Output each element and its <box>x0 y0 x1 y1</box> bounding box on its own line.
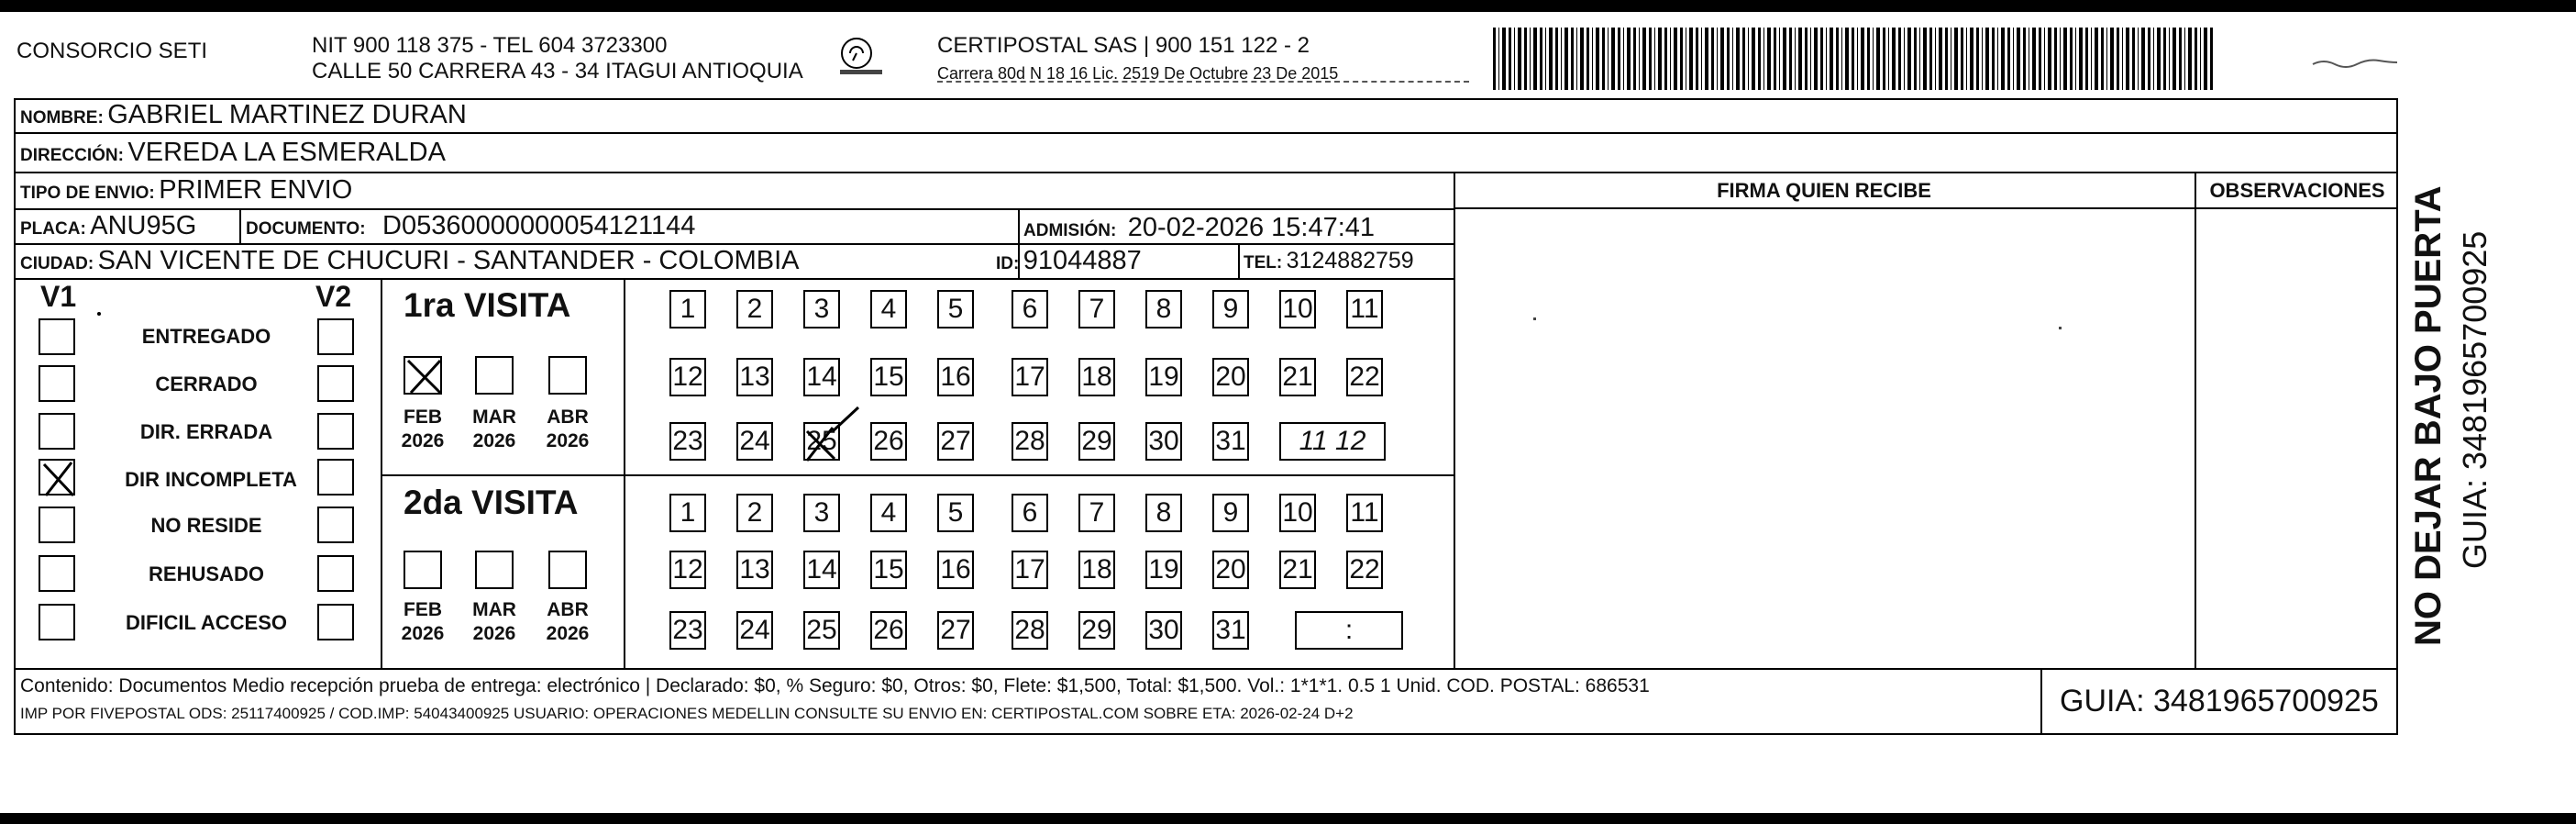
v2-entregado-checkbox[interactable] <box>317 318 354 355</box>
dot-mark <box>97 312 101 316</box>
visit1-day[interactable]: 20 <box>1212 358 1249 396</box>
firma-column-divider <box>1454 172 1455 668</box>
visit1-day[interactable]: 9 <box>1212 290 1249 328</box>
id-value: 91044887 <box>1023 246 1142 275</box>
visit2-day[interactable]: 15 <box>870 551 907 589</box>
visit2-day[interactable]: 18 <box>1078 551 1115 589</box>
visit1-day[interactable]: 2 <box>736 290 773 328</box>
carrier-license: Carrera 80d N 18 16 Lic. 2519 De Octubre 23 De 2015 <box>937 64 1339 83</box>
footer-impresion-line: IMP POR FIVEPOSTAL ODS: 25117400925 / COD.IMP: 54043400925 USUARIO: OPERACIONES MEDELLIN CONSULTE SU ENVIO EN: CERTIPOSTAL.COM SOBRE ETA: 2026-02-24 D+2 <box>20 705 1354 722</box>
status-entregado-label: ENTREGADO <box>141 325 271 348</box>
visit1-abr-checkbox[interactable] <box>548 356 587 395</box>
top-border-bar <box>0 0 2576 12</box>
observaciones-header: OBSERVACIONES <box>2209 179 2385 202</box>
visit2-day[interactable]: 7 <box>1078 494 1115 532</box>
documento-value: D05360000000054121144 <box>382 211 696 240</box>
visit1-day[interactable]: 4 <box>870 290 907 328</box>
v2-no-reside-checkbox[interactable] <box>317 507 354 543</box>
company-nit-line: NIT 900 118 375 - TEL 604 3723300 <box>312 33 668 58</box>
visit1-day[interactable]: 31 <box>1212 422 1249 461</box>
visit1-day[interactable]: 26 <box>870 422 907 461</box>
company-name: CONSORCIO SETI <box>17 39 208 63</box>
visit1-day[interactable]: 14 <box>803 358 840 396</box>
status-no-reside-label: NO RESIDE <box>150 514 262 537</box>
visit2-day[interactable]: 8 <box>1145 494 1182 532</box>
visit2-feb-checkbox[interactable] <box>404 551 442 589</box>
footer-guia-divider <box>2040 668 2042 735</box>
visit1-day[interactable]: 21 <box>1279 358 1316 396</box>
visit2-day[interactable]: 20 <box>1212 551 1249 589</box>
status-dir-errada-label: DIR. ERRADA <box>139 420 273 443</box>
visit2-day[interactable]: 19 <box>1145 551 1182 589</box>
visit-separator <box>381 474 1454 476</box>
v2-dir-errada-checkbox[interactable] <box>317 413 354 450</box>
visit2-day[interactable]: 26 <box>870 611 907 650</box>
status-visit-divider <box>381 278 382 668</box>
visit2-day[interactable]: 29 <box>1078 611 1115 650</box>
handwritten-x-mark <box>802 400 875 466</box>
visit1-day[interactable]: 30 <box>1145 422 1182 461</box>
v2-dir-incompleta-checkbox[interactable] <box>317 459 354 496</box>
status-rehusado-label: REHUSADO <box>149 562 264 585</box>
cell-divider <box>239 208 241 243</box>
tipo-envio-row <box>20 174 352 210</box>
visit2-day[interactable]: 10 <box>1279 494 1316 532</box>
visit1-day[interactable]: 5 <box>937 290 974 328</box>
visit1-day[interactable]: 22 <box>1346 358 1383 396</box>
visit1-day[interactable]: 16 <box>937 358 974 396</box>
visit2-day[interactable]: 9 <box>1212 494 1249 532</box>
dot-mark <box>2059 327 2062 329</box>
v1-no-reside-checkbox[interactable] <box>39 507 75 543</box>
status-cerrado-label: CERRADO <box>155 373 258 395</box>
visit2-day[interactable]: 30 <box>1145 611 1182 650</box>
placa-label: PLACA: <box>20 219 86 239</box>
visit2-day[interactable]: 28 <box>1012 611 1048 650</box>
v1-dir-errada-checkbox[interactable] <box>39 413 75 450</box>
visit2-day[interactable]: 3 <box>803 494 840 532</box>
v1-dir-incompleta-checkbox[interactable] <box>39 459 75 496</box>
visit2-day[interactable]: 23 <box>669 611 706 650</box>
admision-label: ADMISIÓN: <box>1023 221 1117 240</box>
ciudad-value: SAN VICENTE DE CHUCURI - SANTANDER - COLOMBIA <box>97 246 800 275</box>
visit1-day[interactable]: 27 <box>937 422 974 461</box>
columns-header-underline <box>1454 207 2398 209</box>
visit2-abr-checkbox[interactable] <box>548 551 587 589</box>
id-label: ID: <box>996 254 1020 273</box>
visit1-abr-label: ABR 2026 <box>546 406 590 451</box>
side-guia-text: GUIA: 3481965700925 <box>2456 230 2493 569</box>
visit2-mar-checkbox[interactable] <box>475 551 514 589</box>
carrier-logo <box>835 35 890 79</box>
carrier-name: CERTIPOSTAL SAS | 900 151 122 - 2 <box>937 33 1310 58</box>
tel-value: 3124882759 <box>1286 248 1414 273</box>
firma-header: FIRMA QUIEN RECIBE <box>1717 179 1931 202</box>
cell-divider <box>1238 243 1240 278</box>
direccion-label: DIRECCIÓN: <box>20 146 124 165</box>
visit2-day[interactable]: 21 <box>1279 551 1316 589</box>
visit2-day[interactable]: 22 <box>1346 551 1383 589</box>
placa-cell <box>20 210 196 246</box>
visit2-day[interactable]: 16 <box>937 551 974 589</box>
handwritten-x-mark <box>405 358 444 396</box>
visit1-day[interactable]: 8 <box>1145 290 1182 328</box>
side-warning-text: NO DEJAR BAJO PUERTA <box>2408 185 2449 646</box>
visit1-day[interactable]: 29 <box>1078 422 1115 461</box>
admision-cell <box>1023 212 1375 248</box>
tipo-envio-value: PRIMER ENVIO <box>159 175 353 205</box>
bottom-border-bar <box>0 813 2576 824</box>
visit1-day[interactable]: 12 <box>669 358 706 396</box>
visit1-day[interactable]: 19 <box>1145 358 1182 396</box>
visit1-mar-label: MAR 2026 <box>472 406 516 451</box>
marked-day-number: 25 <box>806 426 837 456</box>
company-address-line: CALLE 50 CARRERA 43 - 34 ITAGUI ANTIOQUIA <box>312 59 803 84</box>
visit2-day[interactable]: 31 <box>1212 611 1249 650</box>
status-dir-incompleta-label: DIR INCOMPLETA <box>125 468 297 491</box>
v2-cerrado-checkbox[interactable] <box>317 365 354 402</box>
visit2-feb-label: FEB 2026 <box>401 599 445 644</box>
v2-title: V2 <box>315 280 352 313</box>
visit2-day[interactable]: 13 <box>736 551 773 589</box>
visit2-day[interactable]: 6 <box>1012 494 1048 532</box>
visit2-day[interactable]: 27 <box>937 611 974 650</box>
ciudad-label: CIUDAD: <box>20 254 94 273</box>
v1-title: V1 <box>40 280 77 313</box>
documento-cell <box>246 210 695 246</box>
visit1-feb-checkbox[interactable] <box>404 356 442 395</box>
visit2-day[interactable]: 12 <box>669 551 706 589</box>
visit-days-divider <box>624 278 625 668</box>
v1-entregado-checkbox[interactable] <box>39 318 75 355</box>
dot-mark <box>1533 317 1536 320</box>
barcode <box>1493 28 2213 90</box>
ciudad-cell <box>20 245 800 281</box>
footer-guia-number: GUIA: 3481965700925 <box>2060 684 2379 718</box>
visit1-mar-checkbox[interactable] <box>475 356 514 395</box>
visit1-day[interactable]: 24 <box>736 422 773 461</box>
visit1-day[interactable]: 18 <box>1078 358 1115 396</box>
visit1-feb-label: FEB 2026 <box>401 406 445 451</box>
visit1-time-box[interactable]: 11 12 <box>1279 422 1386 461</box>
visit1-day[interactable]: 11 <box>1346 290 1383 328</box>
visit1-day[interactable]: 7 <box>1078 290 1115 328</box>
visit2-time-box[interactable]: : <box>1295 611 1403 650</box>
direccion-value: VEREDA LA ESMERALDA <box>127 138 446 167</box>
id-cell <box>996 245 1142 281</box>
v1-dificil-acceso-checkbox[interactable] <box>39 604 75 640</box>
visit2-day[interactable]: 24 <box>736 611 773 650</box>
visit1-day[interactable]: 6 <box>1012 290 1048 328</box>
v1-cerrado-checkbox[interactable] <box>39 365 75 402</box>
v2-rehusado-checkbox[interactable] <box>317 555 354 592</box>
visit2-day[interactable]: 14 <box>803 551 840 589</box>
tel-label: TEL: <box>1244 253 1283 273</box>
visit1-day[interactable]: 17 <box>1012 358 1048 396</box>
tel-cell <box>1244 245 1414 280</box>
carrier-underline <box>937 81 1469 83</box>
visit1-title: 1ra VISITA <box>404 286 571 324</box>
nombre-value: GABRIEL MARTINEZ DURAN <box>107 100 467 129</box>
direccion-row <box>20 137 446 173</box>
visit2-title: 2da VISITA <box>404 484 579 521</box>
status-dificil-acceso-label: DIFICIL ACCESO <box>125 611 287 634</box>
visit1-day-marked[interactable] <box>803 422 840 461</box>
visit1-day[interactable]: 28 <box>1012 422 1048 461</box>
visit2-day[interactable]: 5 <box>937 494 974 532</box>
scribble-mark <box>2311 53 2403 72</box>
placa-value: ANU95G <box>90 211 197 240</box>
footer-contenido-line: Contenido: Documentos Medio recepción prueba de entrega: electrónico | Declarado: $0, % Seguro: $0, Otros: $0, Flete: $1,500, Total: $1,500. Vol.: 1*1*1. 0.5 1 Unid. COD. POSTAL: 686531 <box>20 675 1650 696</box>
visit1-day[interactable]: 13 <box>736 358 773 396</box>
visit2-day[interactable]: 1 <box>669 494 706 532</box>
observaciones-column-divider <box>2195 172 2196 668</box>
visit1-day[interactable]: 23 <box>669 422 706 461</box>
nombre-label: NOMBRE: <box>20 108 104 128</box>
visit1-day[interactable]: 15 <box>870 358 907 396</box>
v2-dificil-acceso-checkbox[interactable] <box>317 604 354 640</box>
visit2-abr-label: ABR 2026 <box>546 599 590 644</box>
visit2-day[interactable]: 25 <box>803 611 840 650</box>
visit1-day[interactable]: 3 <box>803 290 840 328</box>
visit1-day[interactable]: 10 <box>1279 290 1316 328</box>
visit2-day[interactable]: 4 <box>870 494 907 532</box>
documento-label: DOCUMENTO: <box>246 219 366 239</box>
visit1-day[interactable]: 1 <box>669 290 706 328</box>
visit2-day[interactable]: 2 <box>736 494 773 532</box>
handwritten-x-mark <box>40 461 77 497</box>
visit2-mar-label: MAR 2026 <box>472 599 516 644</box>
admision-value: 20-02-2026 15:47:41 <box>1127 213 1376 242</box>
visit2-day[interactable]: 11 <box>1346 494 1383 532</box>
tipo-envio-label: TIPO DE ENVIO: <box>20 184 155 203</box>
nombre-row <box>20 99 467 135</box>
visit2-day[interactable]: 17 <box>1012 551 1048 589</box>
v1-rehusado-checkbox[interactable] <box>39 555 75 592</box>
